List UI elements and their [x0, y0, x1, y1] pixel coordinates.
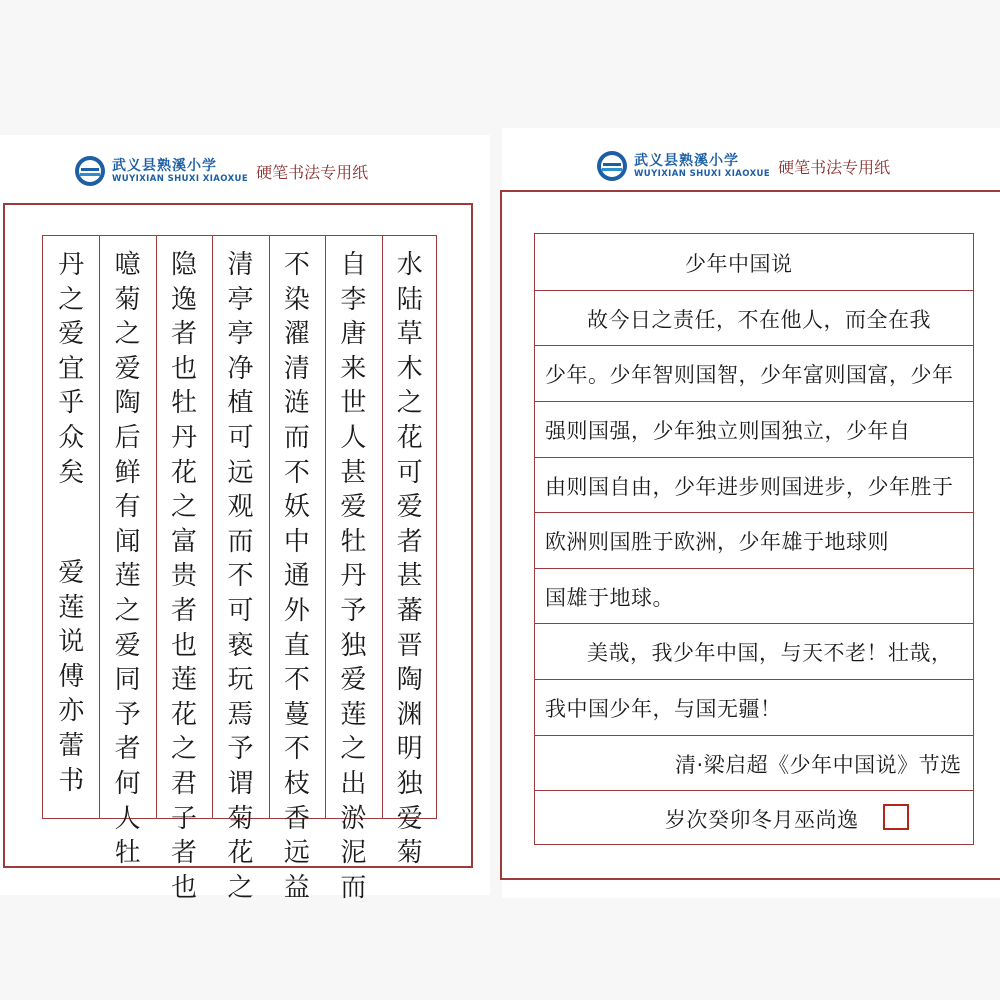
essay-line: 我中国少年，与国无疆！	[545, 697, 782, 722]
row-divider	[535, 401, 973, 402]
row-divider	[535, 512, 973, 513]
column-divider	[325, 236, 326, 818]
essay-line: 故今日之责任，不在他人，而全在我	[587, 307, 931, 332]
essay-line: 国雄于地球。	[545, 585, 674, 610]
school-name-cn: 武义县熟溪小学	[112, 157, 217, 174]
school-name-cn: 武义县熟溪小学	[634, 152, 739, 169]
school-logo-icon	[596, 150, 628, 182]
essay-line: 由则国自由，少年进步则国进步，少年胜于	[545, 474, 954, 499]
left-header	[74, 155, 368, 187]
source-credit: 清·梁启超《少年中国说》节选	[675, 752, 962, 777]
right-header	[596, 150, 890, 182]
row-divider	[535, 623, 973, 624]
essay-line: 少年。少年智则国智，少年富则国富，少年	[545, 363, 954, 388]
column-divider	[269, 236, 270, 818]
paper-name: 硬笔书法专用纸	[778, 157, 891, 177]
school-name	[634, 153, 770, 180]
right-row-grid	[534, 233, 974, 845]
text-column: 隐 逸 者 也 牡 丹 花 之 富 贵 者 也 莲 花 之 君 子 者 也	[171, 250, 198, 903]
right-sheet	[502, 128, 1000, 898]
row-divider	[535, 457, 973, 458]
date-signature: 岁次癸卯冬月巫尚逸	[665, 808, 859, 833]
column-divider	[212, 236, 213, 818]
column-divider	[99, 236, 100, 818]
row-divider	[535, 735, 973, 736]
text-column: 自 李 唐 来 世 人 甚 爱 牡 丹 予 独 爱 莲 之 出 淤 泥 而	[340, 250, 367, 903]
row-divider	[535, 290, 973, 291]
paper-name: 硬笔书法专用纸	[256, 162, 369, 182]
text-column: 水 陆 草 木 之 花 可 爱 者 甚 蕃 晋 陶 渊 明 独 爱 菊	[396, 250, 423, 869]
row-divider	[535, 345, 973, 346]
essay-line: 美哉，我少年中国，与天不老！壮哉，	[587, 641, 953, 666]
school-logo-icon	[74, 155, 106, 187]
row-divider	[535, 790, 973, 791]
red-seal-stamp-icon	[883, 804, 909, 830]
essay-title: 少年中国说	[685, 252, 793, 276]
row-divider	[535, 568, 973, 569]
text-column: 清 亭 亭 净 植 可 远 观 而 不 可 亵 玩 焉 予 谓 菊 花 之	[227, 250, 254, 903]
left-column-grid	[42, 235, 437, 903]
school-name-en: WUYIXIAN SHUXI XIAOXUE	[634, 168, 771, 179]
essay-line: 强则国强，少年独立则国独立，少年自	[545, 418, 911, 443]
left-sheet	[0, 135, 490, 903]
text-column: 噫 菊 之 爱 陶 后 鲜 有 闻 莲 之 爱 同 予 者 何 人 牡	[114, 250, 141, 869]
text-column: 不 染 濯 清 涟 而 不 妖 中 通 外 直 不 蔓 不 枝 香 远 益	[283, 250, 310, 903]
essay-line: 欧洲则国胜于欧洲，少年雄于地球则	[545, 530, 889, 555]
signature: 爱 莲 说 傅 亦 蕾 书	[58, 558, 85, 796]
column-divider	[382, 236, 383, 818]
text-column: 丹 之 爱 宜 乎 众 矣	[58, 250, 85, 488]
column-divider	[156, 236, 157, 818]
row-divider	[535, 679, 973, 680]
school-name	[112, 158, 248, 185]
school-name-en: WUYIXIAN SHUXI XIAOXUE	[112, 173, 249, 184]
